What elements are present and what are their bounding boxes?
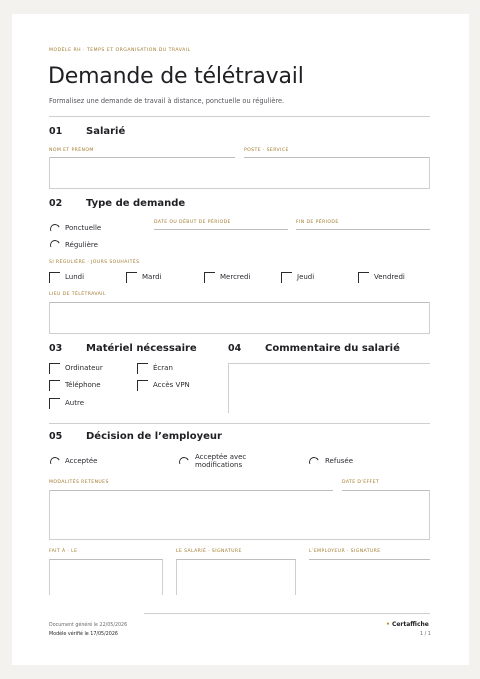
header-divider	[49, 116, 430, 117]
radio-acceptee-avec-modifications[interactable]	[178, 456, 191, 469]
section-4-title: Commentaire du salarié	[265, 343, 400, 354]
start-date-label: DATE OU DÉBUT DE PÉRIODE	[154, 220, 231, 225]
section-3-title: Matériel nécessaire	[86, 343, 197, 354]
salarie-details-area[interactable]	[49, 157, 430, 189]
section-5-title: Décision de l’employeur	[86, 431, 222, 442]
checkbox-ordinateur[interactable]	[49, 363, 60, 374]
item-autre-label: Autre	[65, 399, 85, 407]
option-ponctuelle-label: Ponctuelle	[65, 224, 102, 232]
item-ordinateur-label: Ordinateur	[65, 364, 103, 372]
terms-label: MODALITÉS RETENUES	[49, 480, 109, 485]
section-2-title: Type de demande	[86, 198, 186, 209]
day-jeudi-label: Jeudi	[297, 273, 315, 281]
checkbox-telephone[interactable]	[49, 380, 60, 391]
brand-name: Certaffiche	[391, 621, 429, 628]
radio-refusee[interactable]	[308, 456, 321, 469]
generated-date: Document généré le 22/05/2026	[49, 623, 128, 628]
effect-date-label: DATE D’EFFET	[342, 480, 380, 485]
option-reguliere-label: Régulière	[65, 241, 98, 249]
day-vendredi-label: Vendredi	[374, 273, 405, 281]
end-date-field[interactable]	[296, 229, 430, 230]
terms-area[interactable]	[49, 490, 430, 540]
verified-date: Modèle vérifié le 17/05/2026	[49, 632, 118, 637]
radio-acceptee[interactable]	[49, 456, 62, 469]
decision-acceptee-label: Acceptée	[65, 457, 98, 465]
section-4-divider	[49, 423, 430, 424]
employer-signature-label: L’EMPLOYEUR · SIGNATURE	[309, 549, 381, 554]
document-title: Demande de télétravail	[48, 64, 304, 89]
section-2-number: 02	[49, 198, 63, 209]
document-page	[12, 14, 469, 665]
day-lundi-label: Lundi	[65, 273, 85, 281]
employee-comment-area[interactable]	[228, 363, 430, 413]
decision-refusee-label: Refusée	[325, 457, 354, 465]
day-mardi-label: Mardi	[142, 273, 162, 281]
section-1-number: 01	[49, 126, 63, 137]
section-3-number: 03	[49, 343, 63, 354]
checkbox-autre[interactable]	[49, 398, 60, 409]
radio-reguliere[interactable]	[49, 239, 62, 252]
employee-signature-field[interactable]	[176, 559, 296, 595]
employee-signature-label: LE SALARIÉ · SIGNATURE	[176, 549, 242, 554]
day-mercredi-label: Mercredi	[220, 273, 251, 281]
footer-divider	[144, 613, 430, 614]
place-date-field[interactable]	[49, 559, 163, 595]
item-ecran-label: Écran	[153, 364, 173, 372]
start-date-field[interactable]	[154, 229, 288, 230]
radio-ponctuelle[interactable]	[49, 223, 62, 236]
place-label: LIEU DE TÉLÉTRAVAIL	[49, 292, 106, 297]
checkbox-acces-vpn[interactable]	[137, 380, 148, 391]
item-acces-vpn-label: Accès VPN	[153, 381, 190, 389]
page-number: 1 / 1	[420, 632, 431, 637]
checkbox-jeudi[interactable]	[281, 272, 292, 283]
document-kicker: MODÈLE RH · TEMPS ET ORGANISATION DU TRAVAIL	[49, 48, 191, 53]
section-1-title: Salarié	[86, 126, 126, 137]
name-label: NOM ET PRÉNOM	[49, 148, 94, 153]
decision-acceptee-modifications-label: Acceptée avec modifications	[195, 453, 247, 469]
checkbox-mercredi[interactable]	[204, 272, 215, 283]
days-label: SI RÉGULIÈRE · JOURS SOUHAITÉS	[49, 260, 140, 265]
employer-signature-field[interactable]	[309, 559, 430, 595]
end-date-label: FIN DE PÉRIODE	[296, 220, 339, 225]
checkbox-vendredi[interactable]	[358, 272, 369, 283]
section-4-number: 04	[228, 343, 242, 354]
section-5-number: 05	[49, 431, 63, 442]
place-date-label: FAIT À · LE	[49, 549, 78, 554]
place-area[interactable]	[49, 302, 430, 334]
checkbox-ecran[interactable]	[137, 363, 148, 374]
post-label: POSTE · SERVICE	[244, 148, 289, 153]
document-subtitle: Formalisez une demande de travail à distance, ponctuelle ou régulière.	[49, 97, 285, 105]
checkbox-mardi[interactable]	[126, 272, 137, 283]
brand-dot-icon: •	[386, 621, 390, 628]
item-telephone-label: Téléphone	[65, 381, 101, 389]
checkbox-lundi[interactable]	[49, 272, 60, 283]
brand-logo	[386, 621, 429, 628]
